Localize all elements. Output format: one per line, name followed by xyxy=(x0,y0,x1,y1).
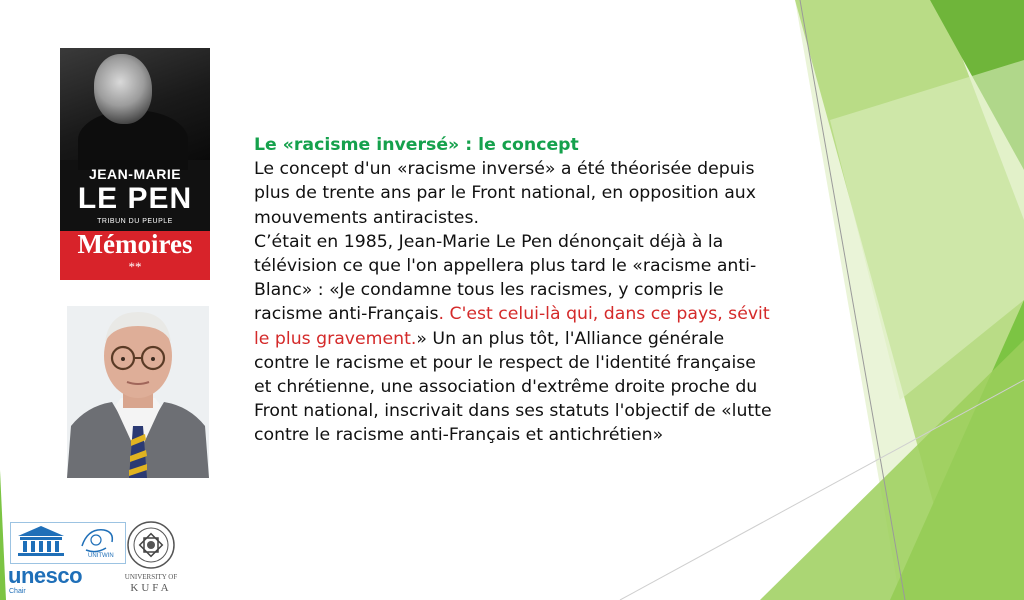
quote-highlight: . C'est celui-là qui, dans ce pays, sévit le plus gravement. xyxy=(254,304,770,349)
paragraph-2-end: » Un an plus tôt, l'Alliance générale contre le racisme et pour le respect de l'identité française et chrétienne, une association d'extrême droite proche du Front national, inscrivait dans ses statuts l'objectif de «lutte contre le racisme anti-Français et antichrétien» xyxy=(254,328,772,446)
unesco-temple-icon xyxy=(16,524,66,558)
book-title-band xyxy=(60,231,210,280)
book-author-first: JEAN-MARIE xyxy=(88,166,182,182)
unitwin-label: UNITWIN xyxy=(88,553,114,558)
slide-title: Le «racisme inversé» : le concept xyxy=(254,135,579,155)
unesco-wordmark: unesco xyxy=(8,563,83,588)
book-author-last: LE PEN xyxy=(77,182,193,215)
paragraph-2-start: C’était en 1985, Jean-Marie Le Pen dénonçait déjà à la télévision ce que l'on appellera plus tard le «racisme anti-Blanc» : «Je condamne tous les racismes, y compris le racisme anti-Français xyxy=(254,231,757,325)
kufa-seal-icon xyxy=(126,520,176,572)
book-subtitle: TRIBUN DU PEUPLE xyxy=(97,218,173,225)
book-cover-photo xyxy=(60,48,210,160)
book-title: Mémoires xyxy=(77,229,193,259)
logos-footer xyxy=(8,518,178,600)
slide-text-block xyxy=(254,133,774,448)
deco-left-edge xyxy=(0,470,6,600)
unesco-chair-label: Chair xyxy=(9,588,26,595)
university-of-label: UNIVERSITY OF xyxy=(124,573,178,581)
book-volume: ** xyxy=(128,259,142,274)
kufa-label: KUFA xyxy=(130,582,172,594)
paragraph-1: Le concept d'un «racisme inversé» a été théorisée depuis plus de trente ans par le Front national, en opposition aux mouvements antiracistes. xyxy=(254,159,756,228)
portrait-photo xyxy=(67,306,209,478)
book-cover-image xyxy=(60,48,210,280)
unitwin-icon xyxy=(74,524,120,558)
